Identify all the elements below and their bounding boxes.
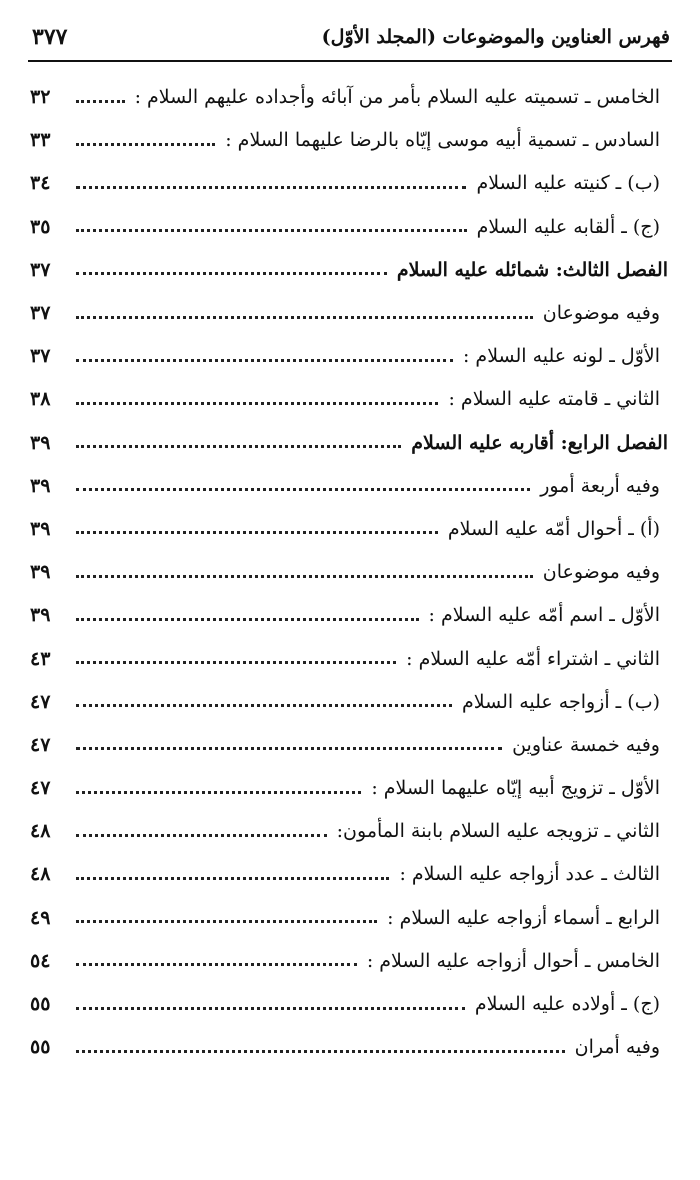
toc-entry-title: الأوّل ـ اسم أمّه عليه السلام :	[428, 604, 660, 627]
dot-leader	[76, 1049, 565, 1053]
toc-entry-page: ٤٨	[30, 820, 51, 843]
toc-entry-row	[30, 508, 668, 551]
toc-entry-title: الثاني ـ اشتراء أمّه عليه السلام :	[406, 647, 660, 670]
dot-leader	[76, 962, 357, 966]
toc-entry-title: وفيه موضوعان	[542, 302, 660, 325]
toc-entry-title: وفيه أمران	[574, 1036, 660, 1059]
toc-entry-page: ٥٤	[30, 949, 51, 972]
toc-entry-page: ٤٨	[30, 863, 51, 886]
toc-entry-page: ٣٩	[30, 561, 51, 584]
table-of-contents	[30, 76, 668, 1069]
running-title: فهرس العناوين والموضوعات (المجلد الأوّل)	[321, 26, 670, 48]
dot-leader	[76, 142, 215, 146]
dot-leader	[76, 790, 361, 794]
toc-chapter-row	[30, 249, 668, 292]
toc-entry-row	[30, 594, 668, 637]
toc-entry-page: ٥٥	[30, 1036, 51, 1059]
toc-entry-row	[30, 162, 668, 205]
dot-leader	[76, 660, 396, 664]
toc-entry-row	[30, 724, 668, 767]
toc-entry-page: ٣٧	[30, 302, 51, 325]
toc-entry-title: وفيه موضوعان	[542, 561, 660, 584]
toc-entry-row	[30, 810, 668, 853]
header-divider	[28, 60, 672, 62]
toc-entry-row	[30, 465, 668, 508]
toc-entry-page: ٤٧	[30, 733, 51, 756]
toc-entry-page: ٥٥	[30, 993, 51, 1016]
dot-leader	[76, 876, 389, 880]
toc-entry-row	[30, 681, 668, 724]
toc-entry-page: ٣٤	[30, 172, 51, 195]
toc-entry-page: ٣٩	[30, 517, 51, 540]
toc-entry-title: وفيه خمسة عناوين	[512, 733, 660, 756]
toc-entry-row	[30, 767, 668, 810]
dot-leader	[76, 617, 419, 621]
toc-entry-page: ٣٩	[30, 431, 51, 454]
toc-entry-page: ٣٣	[30, 129, 51, 152]
toc-entry-row	[30, 1026, 668, 1069]
dot-leader	[76, 228, 467, 232]
toc-entry-page: ٣٨	[30, 388, 51, 411]
toc-entry-row	[30, 119, 668, 162]
toc-entry-page: ٤٧	[30, 690, 51, 713]
toc-entry-title: (ب) ـ أزواجه عليه السلام	[462, 690, 660, 713]
toc-entry-title: وفيه أربعة أمور	[540, 474, 660, 497]
toc-entry-page: ٤٣	[30, 647, 51, 670]
toc-entry-page: ٣٥	[30, 215, 51, 238]
page-number: ٣٧٧	[32, 24, 68, 50]
dot-leader	[76, 574, 533, 578]
toc-entry-row	[30, 206, 668, 249]
toc-entry-row	[30, 940, 668, 983]
toc-entry-title: الأوّل ـ لونه عليه السلام :	[462, 345, 660, 368]
dot-leader	[76, 1006, 465, 1010]
toc-entry-row	[30, 637, 668, 680]
dot-leader	[76, 271, 387, 275]
toc-chapter-row	[30, 422, 668, 465]
page-header	[32, 22, 670, 52]
dot-leader	[76, 185, 466, 189]
dot-leader	[76, 919, 377, 923]
dot-leader	[76, 401, 438, 405]
toc-entry-title: الرابع ـ أسماء أزواجه عليه السلام :	[387, 906, 660, 929]
toc-entry-title: الثاني ـ تزويجه عليه السلام بابنة المأمون:	[336, 820, 660, 843]
dot-leader	[76, 358, 453, 362]
toc-entry-title: الفصل الرابع: أقاربه عليه السلام	[411, 431, 668, 454]
dot-leader	[76, 99, 125, 103]
toc-entry-title: الخامس ـ أحوال أزواجه عليه السلام :	[366, 949, 660, 972]
toc-entry-page: ٣٧	[30, 258, 51, 281]
toc-entry-row	[30, 335, 668, 378]
dot-leader	[76, 833, 327, 837]
toc-entry-row	[30, 551, 668, 594]
dot-leader	[76, 487, 530, 491]
dot-leader	[76, 530, 438, 534]
toc-entry-row	[30, 983, 668, 1026]
toc-entry-title: (ب) ـ كنيته عليه السلام	[476, 172, 660, 195]
dot-leader	[76, 746, 502, 750]
toc-entry-title: (ج) ـ أولاده عليه السلام	[474, 993, 660, 1016]
toc-entry-page: ٣٢	[30, 86, 51, 109]
toc-entry-page: ٣٩	[30, 474, 51, 497]
toc-entry-title: السادس ـ تسمية أبيه موسى إيّاه بالرضا عليهما السلام :	[225, 129, 660, 152]
toc-entry-row	[30, 76, 668, 119]
toc-entry-title: (ج) ـ ألقابه عليه السلام	[476, 215, 660, 238]
toc-entry-row	[30, 853, 668, 896]
toc-entry-title: الفصل الثالث: شمائله عليه السلام	[396, 258, 668, 281]
toc-entry-title: الخامس ـ تسميته عليه السلام بأمر من آبائه وأجداده عليهم السلام :	[134, 86, 660, 109]
dot-leader	[76, 703, 452, 707]
toc-entry-row	[30, 292, 668, 335]
dot-leader	[76, 315, 533, 319]
toc-entry-title: (أ) ـ أحوال أمّه عليه السلام	[447, 517, 660, 540]
toc-entry-page: ٤٩	[30, 906, 51, 929]
toc-entry-title: الثالث ـ عدد أزواجه عليه السلام :	[399, 863, 660, 886]
toc-entry-title: الأوّل ـ تزويج أبيه إيّاه عليهما السلام :	[371, 777, 660, 800]
toc-entry-page: ٣٧	[30, 345, 51, 368]
toc-entry-title: الثاني ـ قامته عليه السلام :	[448, 388, 660, 411]
toc-entry-row	[30, 897, 668, 940]
toc-entry-page: ٣٩	[30, 604, 51, 627]
toc-entry-page: ٤٧	[30, 777, 51, 800]
toc-entry-row	[30, 378, 668, 421]
dot-leader	[76, 444, 401, 448]
